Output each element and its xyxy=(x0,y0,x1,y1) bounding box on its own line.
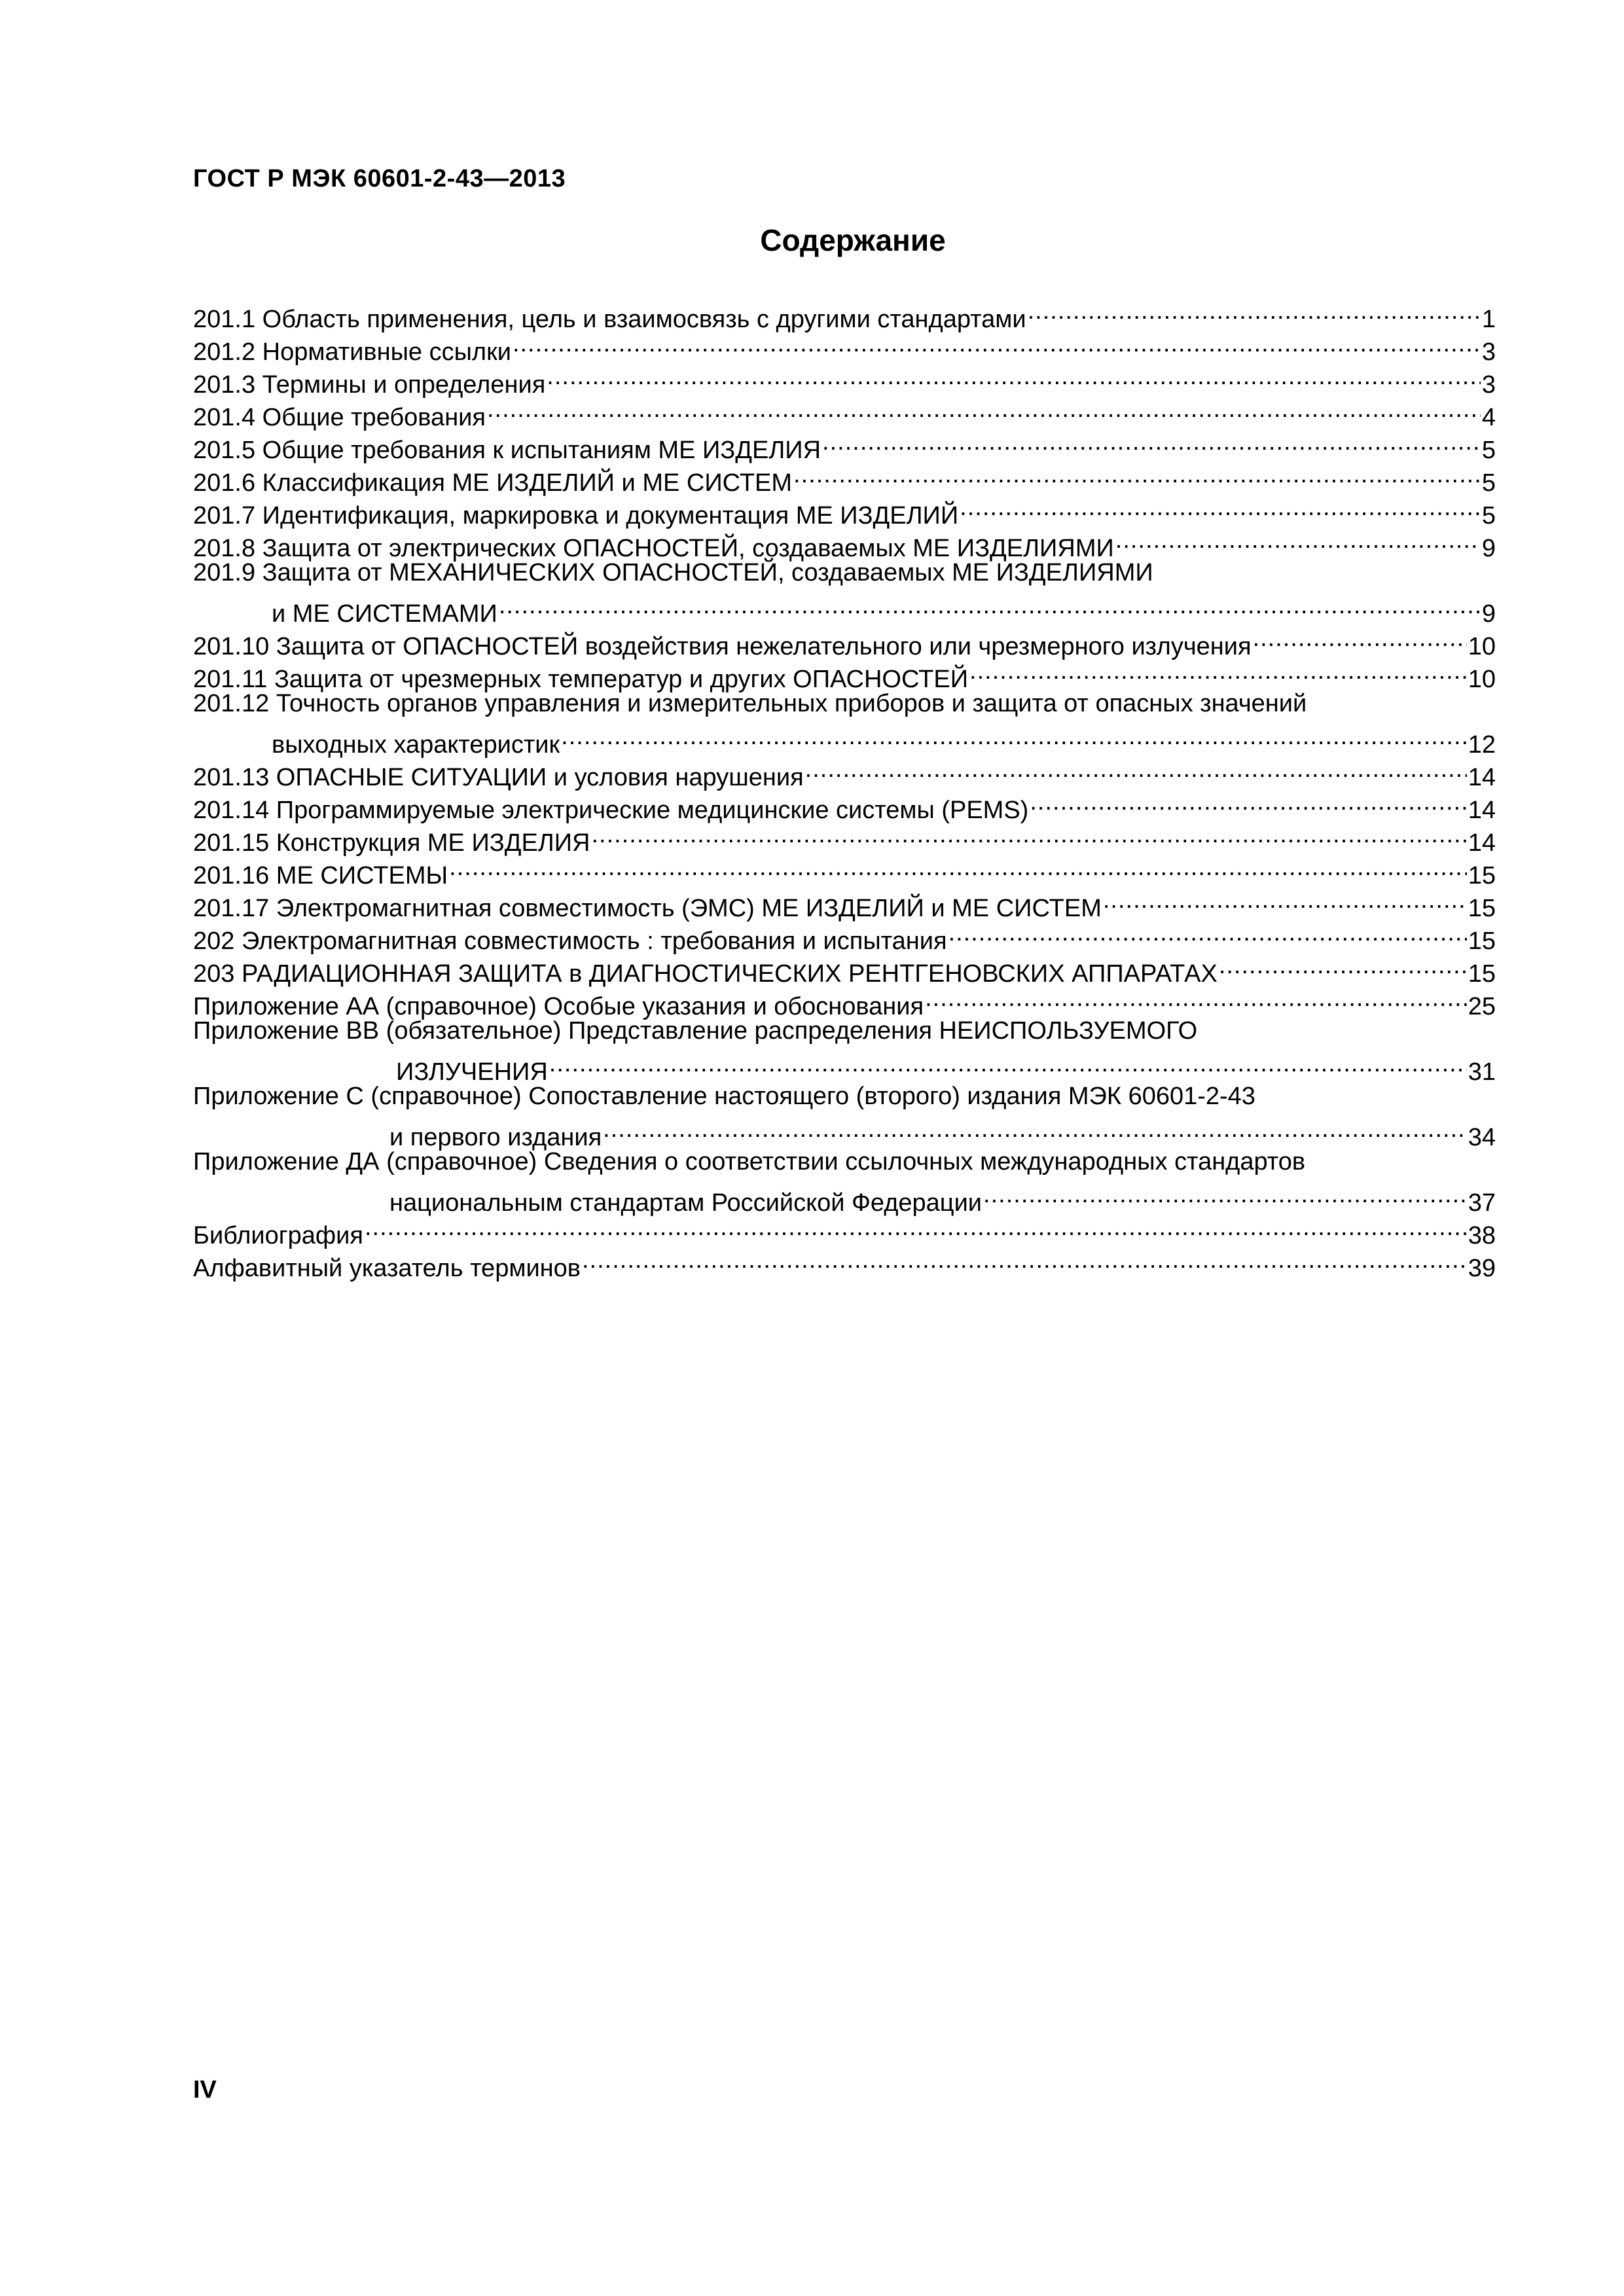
toc-leader-dots xyxy=(582,1244,1467,1276)
toc-leader-dots xyxy=(449,851,1467,884)
toc-leader-dots xyxy=(499,589,1481,622)
toc-entry-page: 12 xyxy=(1468,731,1496,759)
toc-entry-text: 201.17 Электромагнитная совместимость (ЭМС) МЕ ИЗДЕЛИЙ и МЕ СИСТЕМ xyxy=(193,895,1102,922)
toc-leader-dots xyxy=(925,982,1467,1014)
toc-leader-dots xyxy=(822,425,1481,458)
toc-entry-text: 201.7 Идентификация, маркировка и документация МЕ ИЗДЕЛИЙ xyxy=(193,502,959,529)
toc-leader-dots xyxy=(603,1113,1467,1145)
toc-entry[interactable] xyxy=(193,1080,1496,1151)
toc-entry-text: 201.6 Классификация МЕ ИЗДЕЛИЙ и МЕ СИСТЕМ xyxy=(193,469,793,497)
toc-leader-dots xyxy=(793,458,1481,491)
toc-leader-dots xyxy=(487,393,1481,425)
toc-leader-dots xyxy=(547,360,1481,393)
toc-entry-text: Библиография xyxy=(193,1222,363,1249)
toc-entry-text: ИЗЛУЧЕНИЯ xyxy=(396,1058,548,1086)
toc-entry-page: 5 xyxy=(1481,469,1496,497)
toc-entry[interactable] xyxy=(193,295,1496,333)
toc-entry-text: и МЕ СИСТЕМАМИ xyxy=(272,600,497,628)
toc-entry-page: 38 xyxy=(1468,1222,1496,1249)
toc-entry-page: 3 xyxy=(1481,371,1496,399)
page-number: IV xyxy=(193,2076,217,2104)
toc-entry-page: 9 xyxy=(1481,600,1496,628)
toc-entry-text: 201.14 Программируемые электрические медицинские системы (PEMS) xyxy=(193,797,1029,824)
toc-entry[interactable] xyxy=(193,1145,1496,1217)
toc-title-text: Содержание xyxy=(760,223,946,257)
toc-entry-text: 201.11 Защита от чрезмерных температур и других ОПАСНОСТЕЙ xyxy=(193,666,969,693)
toc-entry-text: 201.10 Защита от ОПАСНОСТЕЙ воздействия нежелательного или чрезмерного излучения xyxy=(193,633,1252,660)
toc-entry-page: 10 xyxy=(1468,666,1496,693)
toc-entry-page: 15 xyxy=(1468,927,1496,955)
table-of-contents xyxy=(193,295,1496,1282)
toc-entry-text: и первого издания xyxy=(389,1124,602,1151)
toc-leader-dots xyxy=(1219,949,1467,982)
toc-entry-page: 15 xyxy=(1468,960,1496,988)
toc-leader-dots xyxy=(365,1211,1467,1244)
toc-entry-text: национальным стандартам Российской Федерации xyxy=(389,1189,983,1217)
toc-entry[interactable] xyxy=(193,556,1496,628)
toc-entry-text: 201.16 МЕ СИСТЕМЫ xyxy=(193,862,448,889)
toc-entry-text: 201.4 Общие требования xyxy=(193,404,486,431)
toc-entry-text: 203 РАДИАЦИОННАЯ ЗАЩИТА в ДИАГНОСТИЧЕСКИХ РЕНТГЕНОВСКИХ АППАРАТАХ xyxy=(193,960,1218,988)
toc-entry-text: 201.15 Конструкция МЕ ИЗДЕЛИЯ xyxy=(193,829,590,857)
toc-leader-dots xyxy=(592,818,1467,851)
toc-entry-first-line: Приложение ДА (справочное) Сведения о соответствии ссылочных международных стандартов xyxy=(193,1148,1306,1175)
toc-leader-dots xyxy=(1030,785,1466,818)
toc-leader-dots xyxy=(805,753,1467,785)
toc-leader-dots xyxy=(983,1178,1467,1211)
toc-entry[interactable] xyxy=(193,1014,1496,1086)
toc-leader-dots xyxy=(948,916,1467,949)
toc-entry-page: 34 xyxy=(1468,1124,1496,1151)
toc-leader-dots xyxy=(1028,295,1481,327)
toc-entry-page: 1 xyxy=(1481,306,1496,333)
toc-entry-page: 5 xyxy=(1481,437,1496,464)
toc-entry-page: 14 xyxy=(1468,797,1496,824)
toc-entry-page: 3 xyxy=(1481,338,1496,366)
toc-entry-page: 39 xyxy=(1468,1255,1496,1282)
toc-entry-page: 14 xyxy=(1468,764,1496,791)
toc-entry-page: 15 xyxy=(1468,862,1496,889)
toc-entry-page: 15 xyxy=(1468,895,1496,922)
toc-entry-page: 37 xyxy=(1468,1189,1496,1217)
toc-entry-page: 25 xyxy=(1468,993,1496,1020)
toc-entry-text: 201.3 Термины и определения xyxy=(193,371,546,399)
toc-leader-dots xyxy=(969,655,1467,687)
toc-entry[interactable] xyxy=(193,687,1496,759)
toc-title xyxy=(0,223,1624,258)
toc-entry-text: 202 Электромагнитная совместимость : требования и испытания xyxy=(193,927,947,955)
toc-leader-dots xyxy=(1253,622,1467,655)
toc-entry-page: 14 xyxy=(1468,829,1496,857)
toc-entry-page: 10 xyxy=(1468,633,1496,660)
toc-entry-text: Приложение АА (справочное) Особые указания и обоснования xyxy=(193,993,924,1020)
toc-leader-dots xyxy=(1115,524,1481,556)
toc-leader-dots xyxy=(513,327,1481,360)
toc-leader-dots xyxy=(1103,884,1467,916)
toc-entry-text: выходных характеристик xyxy=(272,731,560,759)
toc-entry-page: 31 xyxy=(1468,1058,1496,1086)
toc-entry-first-line: Приложение С (справочное) Сопоставление настоящего (второго) издания МЭК 60601-2-43 xyxy=(193,1083,1255,1110)
toc-entry-text: 201.2 Нормативные ссылки xyxy=(193,338,511,366)
toc-entry-text: 201.8 Защита от электрических ОПАСНОСТЕЙ, создаваемых МЕ ИЗДЕЛИЯМИ xyxy=(193,535,1114,562)
toc-leader-dots xyxy=(549,1047,1467,1080)
toc-entry-page: 9 xyxy=(1481,535,1496,562)
toc-entry-page: 5 xyxy=(1481,502,1496,529)
toc-entry-first-line: 201.9 Защита от МЕХАНИЧЕСКИХ ОПАСНОСТЕЙ, создаваемых МЕ ИЗДЕЛИЯМИ xyxy=(193,559,1153,586)
toc-entry[interactable] xyxy=(193,1244,1496,1282)
toc-leader-dots xyxy=(561,720,1467,753)
toc-entry-page: 4 xyxy=(1481,404,1496,431)
toc-entry-first-line: 201.12 Точность органов управления и измерительных приборов и защита от опасных значений xyxy=(193,690,1307,717)
toc-entry-text: 201.5 Общие требования к испытаниям МЕ ИЗДЕЛИЯ xyxy=(193,437,821,464)
toc-entry-text: 201.1 Область применения, цель и взаимосвязь с другими стандартами xyxy=(193,306,1026,333)
toc-leader-dots xyxy=(960,491,1481,524)
document-header: ГОСТ Р МЭК 60601-2-43—2013 xyxy=(193,165,566,192)
toc-entry-text: Алфавитный указатель терминов xyxy=(193,1255,581,1282)
toc-entry[interactable] xyxy=(193,1211,1496,1249)
toc-entry-first-line: Приложение ВВ (обязательное) Представление распределения НЕИСПОЛЬЗУЕМОГО xyxy=(193,1017,1198,1045)
toc-entry-text: 201.13 ОПАСНЫЕ СИТУАЦИИ и условия нарушения xyxy=(193,764,804,791)
